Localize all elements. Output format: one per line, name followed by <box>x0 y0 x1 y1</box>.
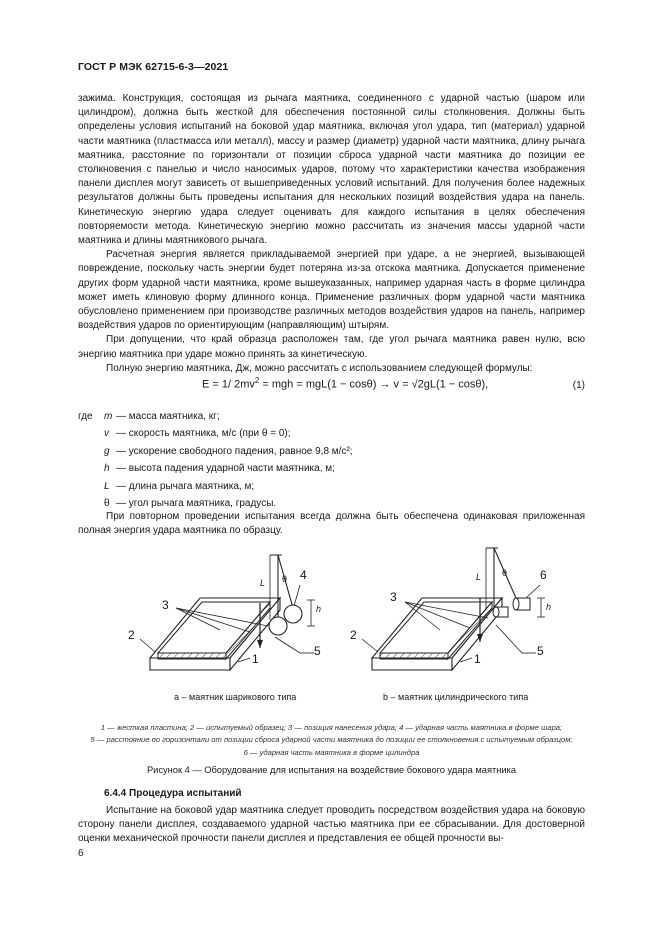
pendulum-ball-left <box>269 617 287 635</box>
label-theta-b: θ <box>502 568 508 578</box>
label-2-b: 2 <box>350 628 357 642</box>
label-3-a: 3 <box>162 598 169 612</box>
definition-row: θ — угол рычага маятника, градусы. <box>104 497 277 509</box>
formula-number: (1) <box>572 380 585 391</box>
definition-row: v — скорость маятника, м/с (при θ = 0); <box>104 428 291 440</box>
label-h-b: h <box>546 602 552 612</box>
paragraph-3: При допущении, что край образца расположен там, где угол рычага маятника равен нулю, всю энергию маятника при ударе можно принять за кинетическую. <box>78 334 585 360</box>
formula-expression: E = 1/ $2mv^2$ = mgh = mgL(1 − cosθ) → v = √2gL(1 − cosθ), <box>202 376 489 391</box>
paragraph-1: зажима. Конструкция, состоящая из рычага маятника, соединенного с ударной частью (шаром или цилиндром), должна быть жесткой для обеспечения постоянной силы столкновения. Должны быть определены условия испытаний на боковой удар маятника, включая угол удара, тип (материал) ударной части маятника (пластмасса или металл), массу и размер (диаметр) ударной части маятника, длину рычага маятника, расстояние по горизонтали от позиции сброса ударной части маятника до позиции ее столкновения с панелью и число наносимых ударов, потому что характеристики качества изображения панели дисплея могут зависеть от вышеприведенных условий испытаний. Для получения более надежных результатов должны быть проведены испытания для нескольких позиций воздействия удара на панель. Кинетическую энергию удара следует оценивать для каждого испытания в целях обеспечения повторяемости метода. Кинетическую энергию можно рассчитать из значения массы ударной части маятника и длины маятникового рычага. <box>78 93 585 247</box>
document-header: ГОСТ Р МЭК 62715-6-3—2021 <box>78 61 229 73</box>
label-4-a: 4 <box>300 568 307 582</box>
legend-line-3: 6 — ударная часть маятника в форме цилиндра <box>243 747 420 757</box>
variable-definitions <box>78 408 585 512</box>
label-1-b: 1 <box>474 652 481 666</box>
diagram-b-cylinder <box>362 548 545 670</box>
pendulum-diagrams <box>100 540 580 710</box>
label-L-b: L <box>476 572 482 582</box>
label-3-b: 3 <box>390 590 397 604</box>
definition-row: g — ускорение свободного падения, равное 9,8 м/с²; <box>104 445 353 457</box>
label-theta-a: θ <box>282 574 288 584</box>
page-number: 6 <box>78 848 84 859</box>
section-heading: 6.4.4 Процедура испытаний <box>104 788 242 799</box>
section-paragraph: Испытание на боковой удар маятника следует проводить посредством воздействия удара на боковую сторону панели дисплея, создаваемого ударной частью маятника при ее сбрасывании. Для достоверной оценки механической прочности панели дисплея и представления ее общей прочности вы- <box>78 805 585 845</box>
label-1-a: 1 <box>252 652 259 666</box>
label-h-a: h <box>316 604 322 614</box>
energy-formula <box>78 374 585 396</box>
definition-row: h — высота падения ударной части маятника, м; <box>104 463 335 475</box>
paragraph-5: При повторном проведении испытания всегда должна быть обеспечена одинаковая приложенная полная энергия удара маятника по образцу. <box>78 511 585 537</box>
caption-b: b – маятник цилиндрического типа <box>383 692 529 702</box>
diagram-a-ball <box>140 555 315 670</box>
legend-line-2: 5 — расстояние по горизонтали от позиции сброса ударной части маятника до позиции ее столкновения с испытуемым образцом; <box>90 735 573 745</box>
caption-a: a – маятник шарикового типа <box>174 692 297 702</box>
label-2-a: 2 <box>128 628 135 642</box>
body-text-block <box>78 92 585 376</box>
pendulum-ball-right <box>284 605 302 623</box>
paragraph-4: Полную энергию маятника, Дж, можно рассчитать с использованием следующей формулы: <box>106 362 533 374</box>
legend-line-1: 1 — жесткая пластина; 2 — испытуемый образец; 3 — позиция нанесения удара; 4 — ударная часть маятника в форме шара; <box>100 723 563 732</box>
paragraph-2: Расчетная энергия является прикладываемой энергией при ударе, а не энергией, вызывающей повреждение, поскольку часть энергии будет потеряна из-за отскока маятника. Допускается применение других форм ударной части маятника, кроме вышеуказанных, например ударная часть в форме цилиндра может иметь клиновую форму длинного конца. Применение различных форм ударной части маятника обусловлено применением при производстве различных методов воздействия ударов на панель, например воздействия ударов по ориентирующим (направляющим) штырям. <box>78 249 585 332</box>
label-6-b: 6 <box>540 568 547 582</box>
label-L-a: L <box>260 578 266 588</box>
pendulum-figure <box>100 540 580 710</box>
label-5-b: 5 <box>537 644 544 658</box>
label-5-a: 5 <box>314 644 321 658</box>
definition-row: L — длина рычага маятника, м; <box>104 480 255 492</box>
definition-row: где m — масса маятника, кг; <box>78 411 220 422</box>
figure-legend <box>78 722 585 759</box>
figure-title: Рисунок 4 — Оборудование для испытания на воздействие бокового удара маятника <box>146 765 517 775</box>
